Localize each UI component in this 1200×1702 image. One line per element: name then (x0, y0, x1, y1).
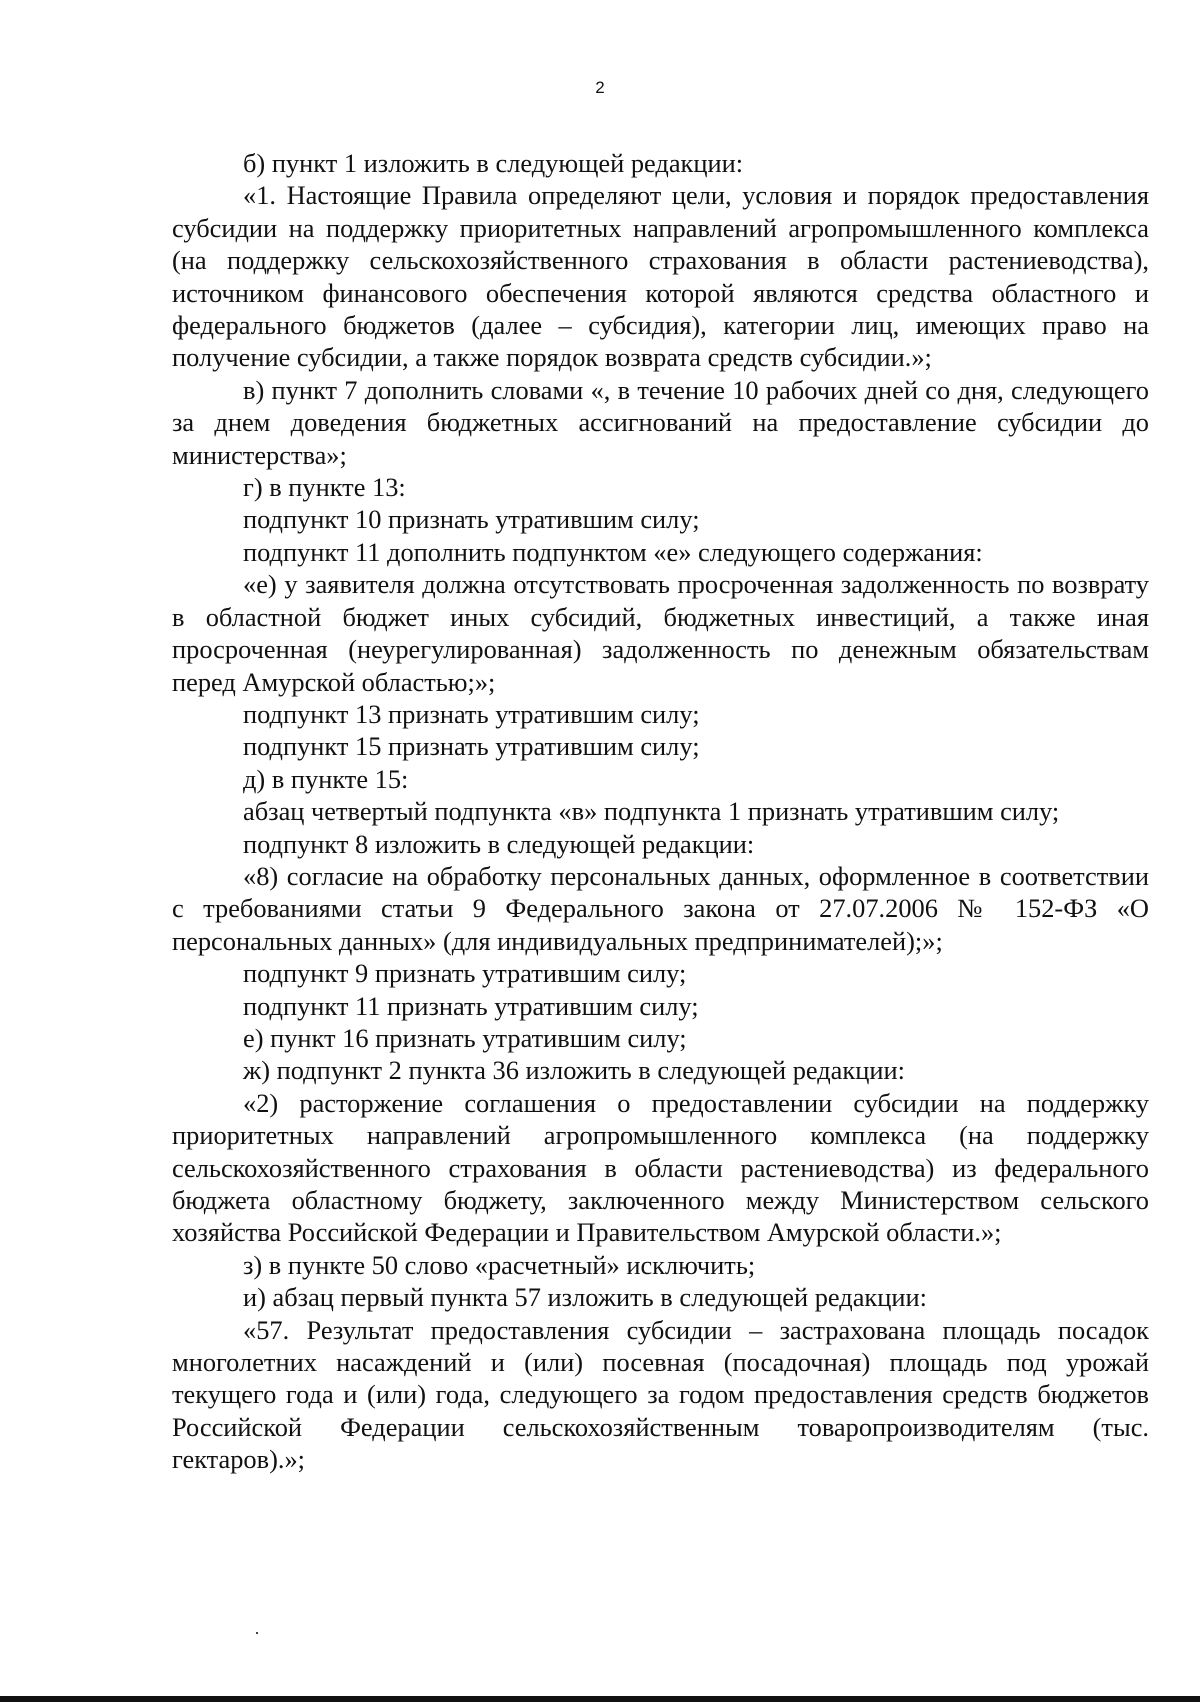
paragraph-e: е) пункт 16 признать утратившим силу; (243, 1022, 687, 1053)
page-number: 2 (595, 78, 605, 97)
paragraph-v: в) пункт 7 дополнить словами «, в течение 10 рабочих дней со дня, следующего за днем доведения бюджетных ассигнований на предоставление субсидии до министерства»; (172, 374, 1149, 470)
paragraph-sub-11: подпункт 11 признать утратившим силу; (243, 990, 699, 1021)
paragraph-zh: ж) подпункт 2 пункта 36 изложить в следующей редакции: (243, 1055, 905, 1086)
paragraph-sub-8: подпункт 8 изложить в следующей редакции: (243, 828, 755, 859)
paragraph-2-text: «2) расторжение соглашения о предоставлении субсидии на поддержку приоритетных направлений агропромышленного комплекса (на поддержку сельскохозяйственного страхования в области растениеводства) из федерального бюджета областному бюджету, заключенного между Министерством сельского хозяйства Российской Федерации и Правительством Амурской области.»; (172, 1087, 1149, 1248)
paragraph-abzac-4: абзац четвертый подпункта «в» подпункта 1 признать утратившим силу; (243, 796, 1060, 827)
paragraph-e-text: «е) у заявителя должна отсутствовать просроченная задолженность по возврату в областной бюджет иных субсидий, бюджетных инвестиций, а также иная просроченная (неурегулированная) задолженность по денежным обязательствам перед Амурской областью;»; (172, 569, 1149, 697)
paragraph-rule-1-text: «1. Настоящие Правила определяют цели, условия и порядок предоставления субсидии на поддержку приоритетных направлений агропромышленного комплекса (на поддержку сельскохозяйственного страхования в области растениеводства), источником финансового обеспечения которой являются средства областного и федерального бюджетов (далее – субсидия), категории лиц, имеющих право на получение субсидии, а также порядок возврата средств субсидии.»; (172, 180, 1149, 373)
paragraph-sub-13: подпункт 13 признать утратившим силу; (243, 698, 700, 729)
paragraph-sub-9: подпункт 9 признать утратившим силу; (243, 958, 687, 989)
document-body (172, 147, 1149, 1476)
paragraph-b: б) пункт 1 изложить в следующей редакции: (243, 148, 744, 178)
paragraph-8-text: «8) согласие на обработку персональных данных, оформленное в соответствии с требованиями статьи 9 Федерального закона от 27.07.2006 № 152-ФЗ «О персональных данных» (для индивидуальных предпринимателей);»; (172, 860, 1149, 956)
paragraph-sub-11-add: подпункт 11 дополнить подпунктом «е» следующего содержания: (243, 536, 983, 567)
paragraph-57-text: «57. Результат предоставления субсидии – застрахована площадь посадок многолетних насаждений и (или) посевная (посадочная) площадь под урожай текущего года и (или) года, следующего за годом предоставления средств бюджетов Российской Федерации сельскохозяйственным товаропроизводителям (тыс. гектаров).»; (172, 1314, 1149, 1475)
paragraph-sub-10: подпункт 10 признать утратившим силу; (243, 504, 700, 535)
paragraph-i: и) абзац первый пункта 57 изложить в следующей редакции: (243, 1282, 927, 1313)
scan-speck (256, 1632, 258, 1634)
paragraph-d: д) в пункте 15: (243, 763, 409, 794)
paragraph-sub-15: подпункт 15 признать утратившим силу; (243, 731, 700, 762)
paragraph-z: з) в пункте 50 слово «расчетный» исключить; (243, 1249, 756, 1280)
scan-bottom-edge (0, 1696, 1200, 1702)
paragraph-g: г) в пункте 13: (243, 472, 406, 503)
